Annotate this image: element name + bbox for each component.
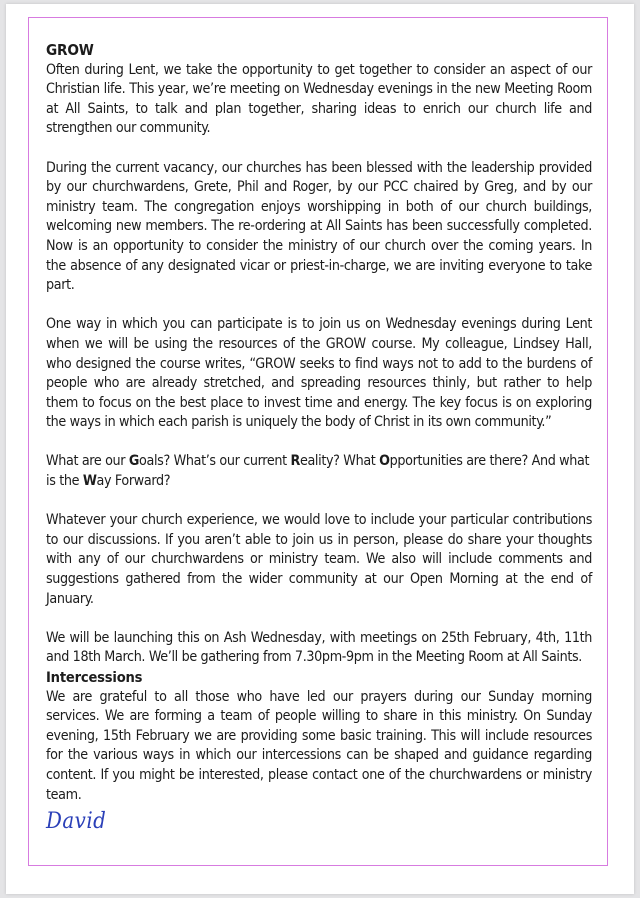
paragraph-gap <box>46 139 592 159</box>
paragraph-contributions: Whatever your church experience, we would love to include your particular contributions to our discussions. If you aren’t able to join us in person, please do share your thoughts with any of our churchwardens or ministry team. We also will include comments and suggestions gathered from the wider community at our Open Morning at the end of January. <box>46 512 592 607</box>
text-fragment: eality? What <box>299 453 380 470</box>
signature: David <box>46 809 107 835</box>
text-fragment: What are our <box>46 453 129 470</box>
paragraph-participate: One way in which you can participate is to join us on Wednesday evenings during Lent when we will be using the resources of the GROW course. My colleague, Lindsey Hall, who designed the course writes, “GROW seeks to find ways not to add to the burdens of people who are already stretched, and spreading resources thinly, but rather to help them to focus on the best place to invest time and energy. The key focus is on exploring the ways in which each parish is uniquely the body of Christ in its own community.” <box>46 316 592 431</box>
paragraph-gap <box>46 296 592 316</box>
document-page <box>6 4 634 894</box>
paragraph-vacancy: During the current vacancy, our churches has been blessed with the leadership provided by our churchwardens, Grete, Phil and Roger, by our PCC chaired by Greg, and by our ministry team. The congregation enjoys worshipping in both of our church buildings, welcoming new members. The re-ordering at All Saints has been successfully completed. Now is an opportunity to consider the ministry of our church over the coming years. In the absence of any designated vicar or priest-in-charge, we are inviting everyone to take part. <box>46 159 592 294</box>
paragraph-intercessions: We are grateful to all those who have led our prayers during our Sunday morning services. We are forming a team of people willing to share in this ministry. On Sunday evening, 15th February we are providing some basic training. This will include resources for the various ways in which our intercessions can be shaped and guidance regarding content. If you might be interested, please contact one of the churchwardens or ministry team. <box>46 688 592 803</box>
newsletter-content <box>46 41 592 835</box>
acronym-letter-o: O <box>379 453 390 470</box>
text-fragment: pportunities are there? And what is the <box>46 453 590 490</box>
section-heading-grow: GROW <box>46 41 94 59</box>
paragraph-gap <box>46 492 592 512</box>
paragraph-gap <box>46 609 592 629</box>
paragraph-launch-dates: We will be launching this on Ash Wednesday, with meetings on 25th February, 4th, 11th and 18th March. We’ll be gathering from 7.30pm-9pm in the Meeting Room at All Saints. <box>46 629 592 666</box>
paragraph-intro: Often during Lent, we take the opportunity to get together to consider an aspect of our Christian life. This year, we’re meeting on Wednesday evenings in the new Meeting Room at All Saints, to talk and plan together, sharing ideas to enrich our church life and strengthen our community. <box>46 61 592 137</box>
text-fragment: ay Forward? <box>96 473 171 490</box>
paragraph-grow-questions <box>46 452 592 491</box>
section-heading-intercessions: Intercessions <box>46 669 143 686</box>
text-fragment: oals? What’s our current <box>139 453 291 470</box>
acronym-letter-g: G <box>128 453 140 470</box>
page-frame-border <box>28 17 608 866</box>
acronym-letter-r: R <box>290 453 300 470</box>
paragraph-gap <box>46 433 592 453</box>
acronym-letter-w: W <box>82 473 97 490</box>
